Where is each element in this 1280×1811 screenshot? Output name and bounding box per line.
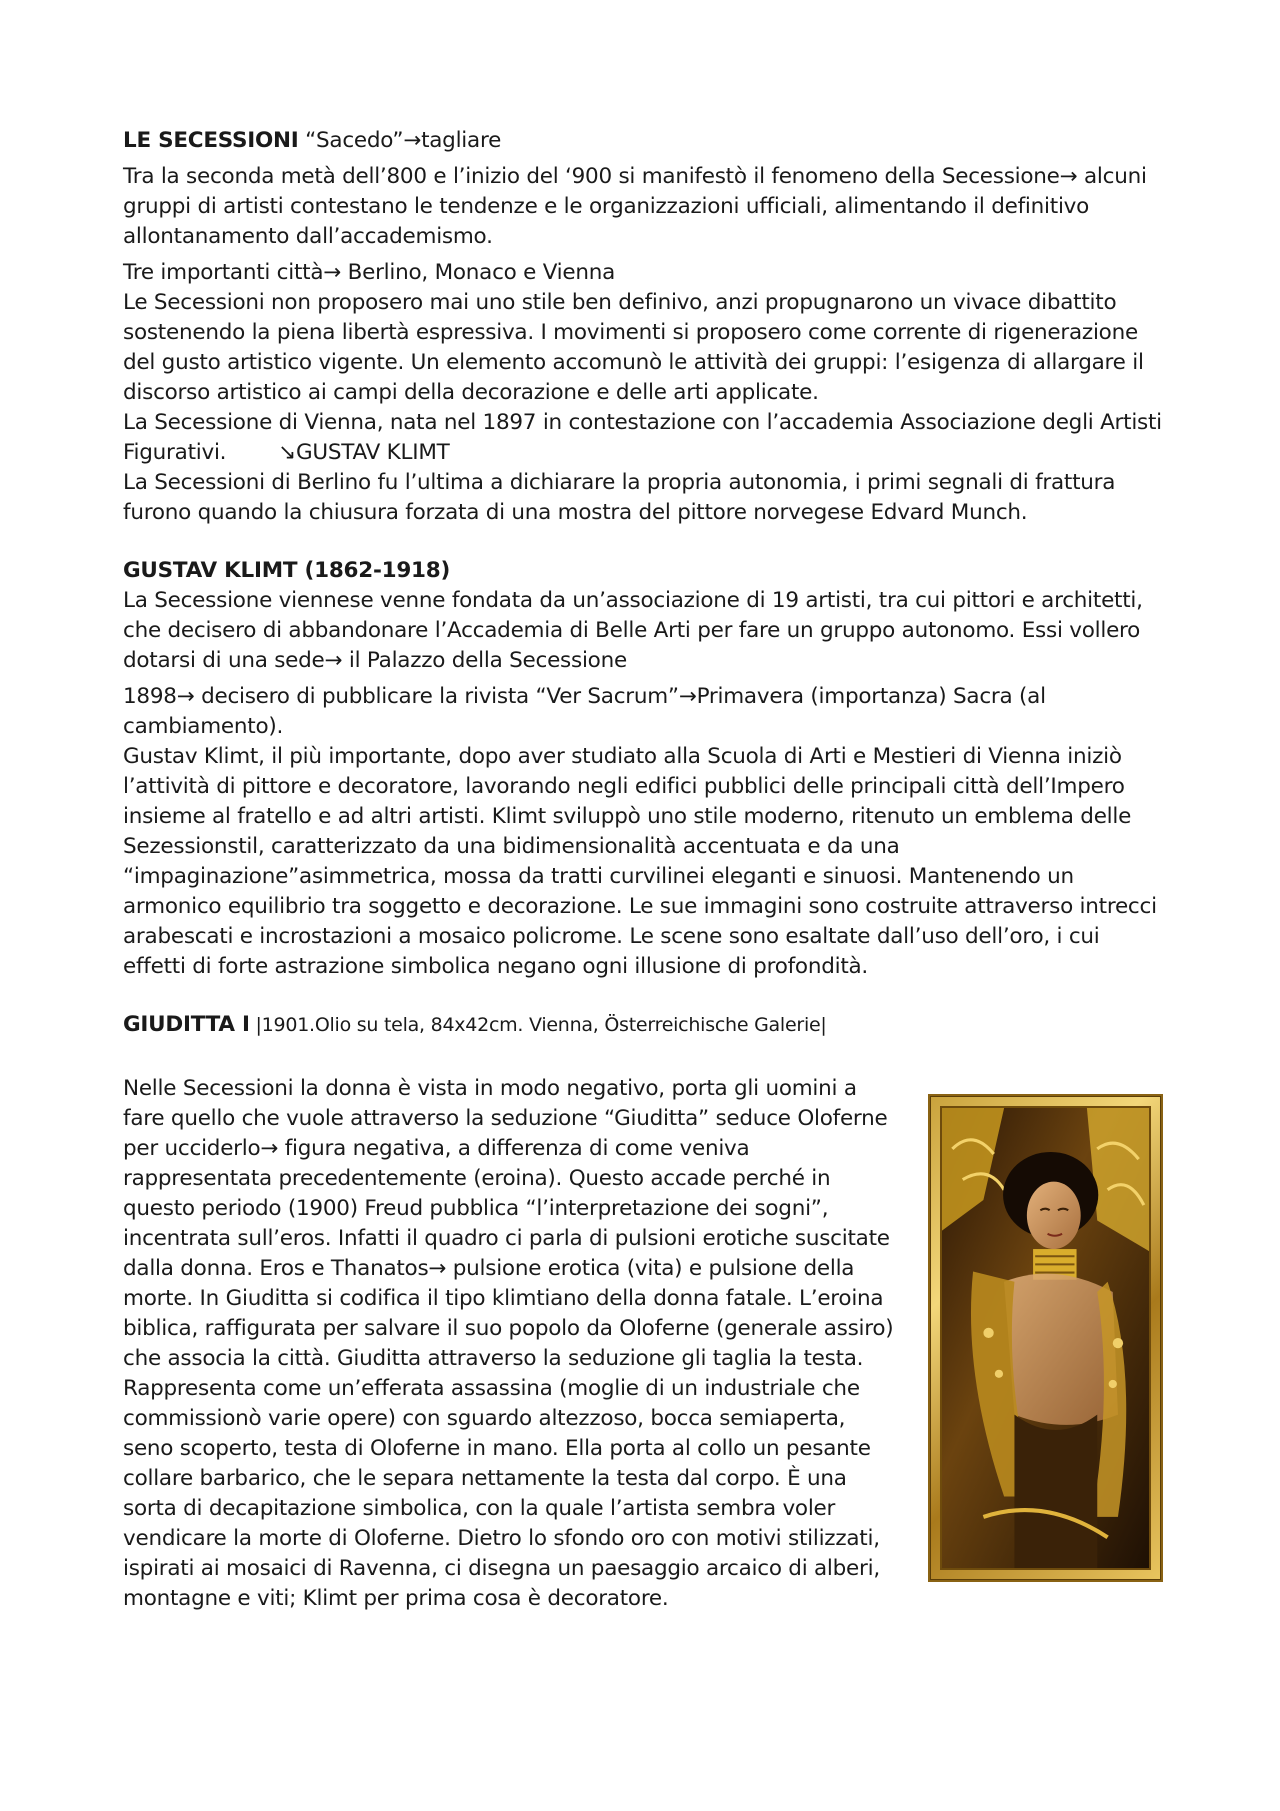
painting-frame [928, 1094, 1163, 1582]
paragraph-text: ↘GUSTAV KLIMT [278, 440, 450, 465]
paragraph: Le Secessioni non proposero mai uno stile ben definivo, anzi propugnarono un vivace dibattito sostenendo la piena libertà espressiva. I movimenti si proposero come corrente di rigenerazione del gusto artistico vigente. Un elemento accomunò le attività dei gruppi: l’esigenza di allargare il discorso artistico ai campi della decorazione e delle arti applicate. [123, 290, 1144, 405]
section-heading-secessioni [123, 126, 1163, 156]
paragraph: Nelle Secessioni la donna è vista in modo negativo, porta gli uomini a fare quello che vuole attraverso la seduzione “Giuditta” seduce Oloferne per ucciderlo→ figura negativa, a differenza di come veniva rappresentata precedentemente (eroina). Questo accade perché in questo periodo (1900) Freud pubblica “l’interpretazione dei sogni”, incentrata sull’eros. Infatti il quadro ci parla di pulsioni erotiche suscitate dalla donna. Eros e Thanatos→ pulsione erotica (vita) e pulsione della morte. In Giuditta si codifica il tipo klimtiano della donna fatale. L’eroina biblica, raffigurata per salvare il suo popolo da Oloferne (generale assiro) che associa la città. Giuditta attraverso la seduzione gli taglia la testa. Rappresenta come un’efferata assassina (moglie di un industriale che commissionò varie opere) con sguardo altezzoso, bocca semiaperta, seno scoperto, testa di Oloferne in mano. Ella porta al collo un pesante collare barbarico, che le separa nettamente la testa dal corpo. È una sorta di decapitazione simbolica, con la quale l’artista sembra voler vendicare la morte di Oloferne. Dietro lo sfondo oro con motivi stilizzati, ispirati ai mosaici di Ravenna, ci disegna un paesaggio arcaico di alberi, montagne e viti; Klimt per prima cosa è decoratore. [123, 1076, 894, 1611]
section-heading-giuditta [123, 1010, 1163, 1040]
paragraph: Gustav Klimt, il più importante, dopo aver studiato alla Scuola di Arti e Mestieri di Vienna iniziò l’attività di pittore e decoratore, lavorando negli edifici pubblici delle principali città dell’Impero insieme al fratello e ad altri artisti. Klimt sviluppò uno stile moderno, ritenuto un emblema delle Sezessionstil, caratterizzato da una bidimensionalità accentuata e da una “impaginazione”asimmetrica, mossa da tratti curvilinei eleganti e sinuosi. Mantenendo un armonico equilibrio tra soggetto e decorazione. Le sue immagini sono costruite attraverso intrecci arabescati e incrostazioni a mosaico policrome. Le scene sono esaltate dall’uso dell’oro, i cui effetti di forte astrazione simbolica negano ogni illusione di profondità. [123, 744, 1157, 979]
giuditta-painting-image [942, 1108, 1149, 1568]
document-page [123, 126, 1163, 1614]
paragraph: Tra la seconda metà dell’800 e l’inizio del ‘900 si manifestò il fenomeno della Secessione→ alcuni gruppi di artisti contestano le tendenze e le organizzazioni ufficiali, alimentando il definitivo allontanamento dall’accademismo. [123, 164, 1147, 249]
paragraph: Tre importanti città→ Berlino, Monaco e Vienna [123, 260, 616, 285]
section-title: LE SECESSIONI [123, 128, 299, 153]
section-title: GIUDITTA I [123, 1012, 250, 1037]
paragraph: La Secessione viennese venne fondata da un’associazione di 19 artisti, tra cui pittori e architetti, che decisero di abbandonare l’Accademia di Belle Arti per fare un gruppo autonomo. Essi vollero dotarsi di una sede→ il Palazzo della Secessione [123, 588, 1143, 673]
section-subtitle: “Sacedo”→tagliare [298, 128, 502, 153]
paragraph: 1898→ decisero di pubblicare la rivista “Ver Sacrum”→Primavera (importanza) Sacra (al cambiamento). [123, 684, 1046, 739]
artwork-caption: |1901.Olio su tela, 84x42cm. Vienna, Österreichische Galerie| [249, 1014, 827, 1036]
paragraph-text: La Secessione di Vienna, nata nel 1897 in contestazione con l’accademia Associazione degli Artisti Figurativi. [123, 410, 1162, 465]
painting-section [123, 1074, 1163, 1614]
paragraph: La Secessioni di Berlino fu l’ultima a dichiarare la propria autonomia, i primi segnali di frattura furono quando la chiusura forzata di una mostra del pittore norvegese Edvard Munch. [123, 470, 1116, 525]
section-title: GUSTAV KLIMT (1862-1918) [123, 558, 451, 583]
paragraph [123, 408, 1163, 468]
